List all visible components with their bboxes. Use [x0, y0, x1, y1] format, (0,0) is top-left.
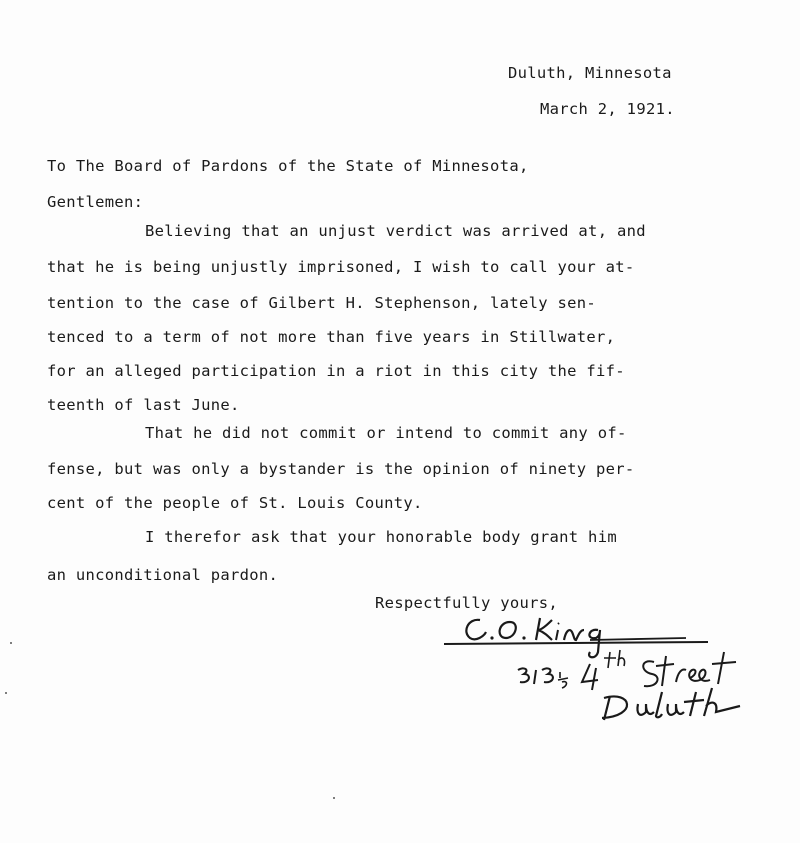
letter-date: March 2, 1921. — [540, 100, 675, 118]
scan-speck — [10, 642, 12, 644]
paragraph2-line: cent of the people of St. Louis County. — [47, 494, 423, 512]
letter-closing: Respectfully yours, — [375, 594, 559, 612]
paragraph1-line: tention to the case of Gilbert H. Stephenson, lately sen- — [47, 294, 597, 312]
scan-speck — [333, 797, 335, 799]
letter-salutation: Gentlemen: — [47, 193, 144, 211]
paragraph3-line: an unconditional pardon. — [47, 566, 279, 584]
paragraph2-line: fense, but was only a bystander is the opinion of ninety per- — [47, 460, 635, 478]
paragraph1-line: that he is being unjustly imprisoned, I wish to call your at- — [47, 258, 635, 276]
letter-place: Duluth, Minnesota — [508, 64, 672, 82]
letter-addressee: To The Board of Pardons of the State of Minnesota, — [47, 157, 529, 175]
paragraph1-line: for an alleged participation in a riot in this city the fif- — [47, 362, 625, 380]
paragraph1-line: Believing that an unjust verdict was arrived at, and — [145, 222, 646, 240]
paragraph3-line: I therefor ask that your honorable body grant him — [145, 528, 617, 546]
paragraph2-line: That he did not commit or intend to commit any of- — [145, 424, 627, 442]
paragraph1-line: teenth of last June. — [47, 396, 240, 414]
scan-speck — [5, 692, 7, 694]
paragraph1-line: tenced to a term of not more than five years in Stillwater, — [47, 328, 616, 346]
handwritten-signature — [440, 608, 780, 728]
